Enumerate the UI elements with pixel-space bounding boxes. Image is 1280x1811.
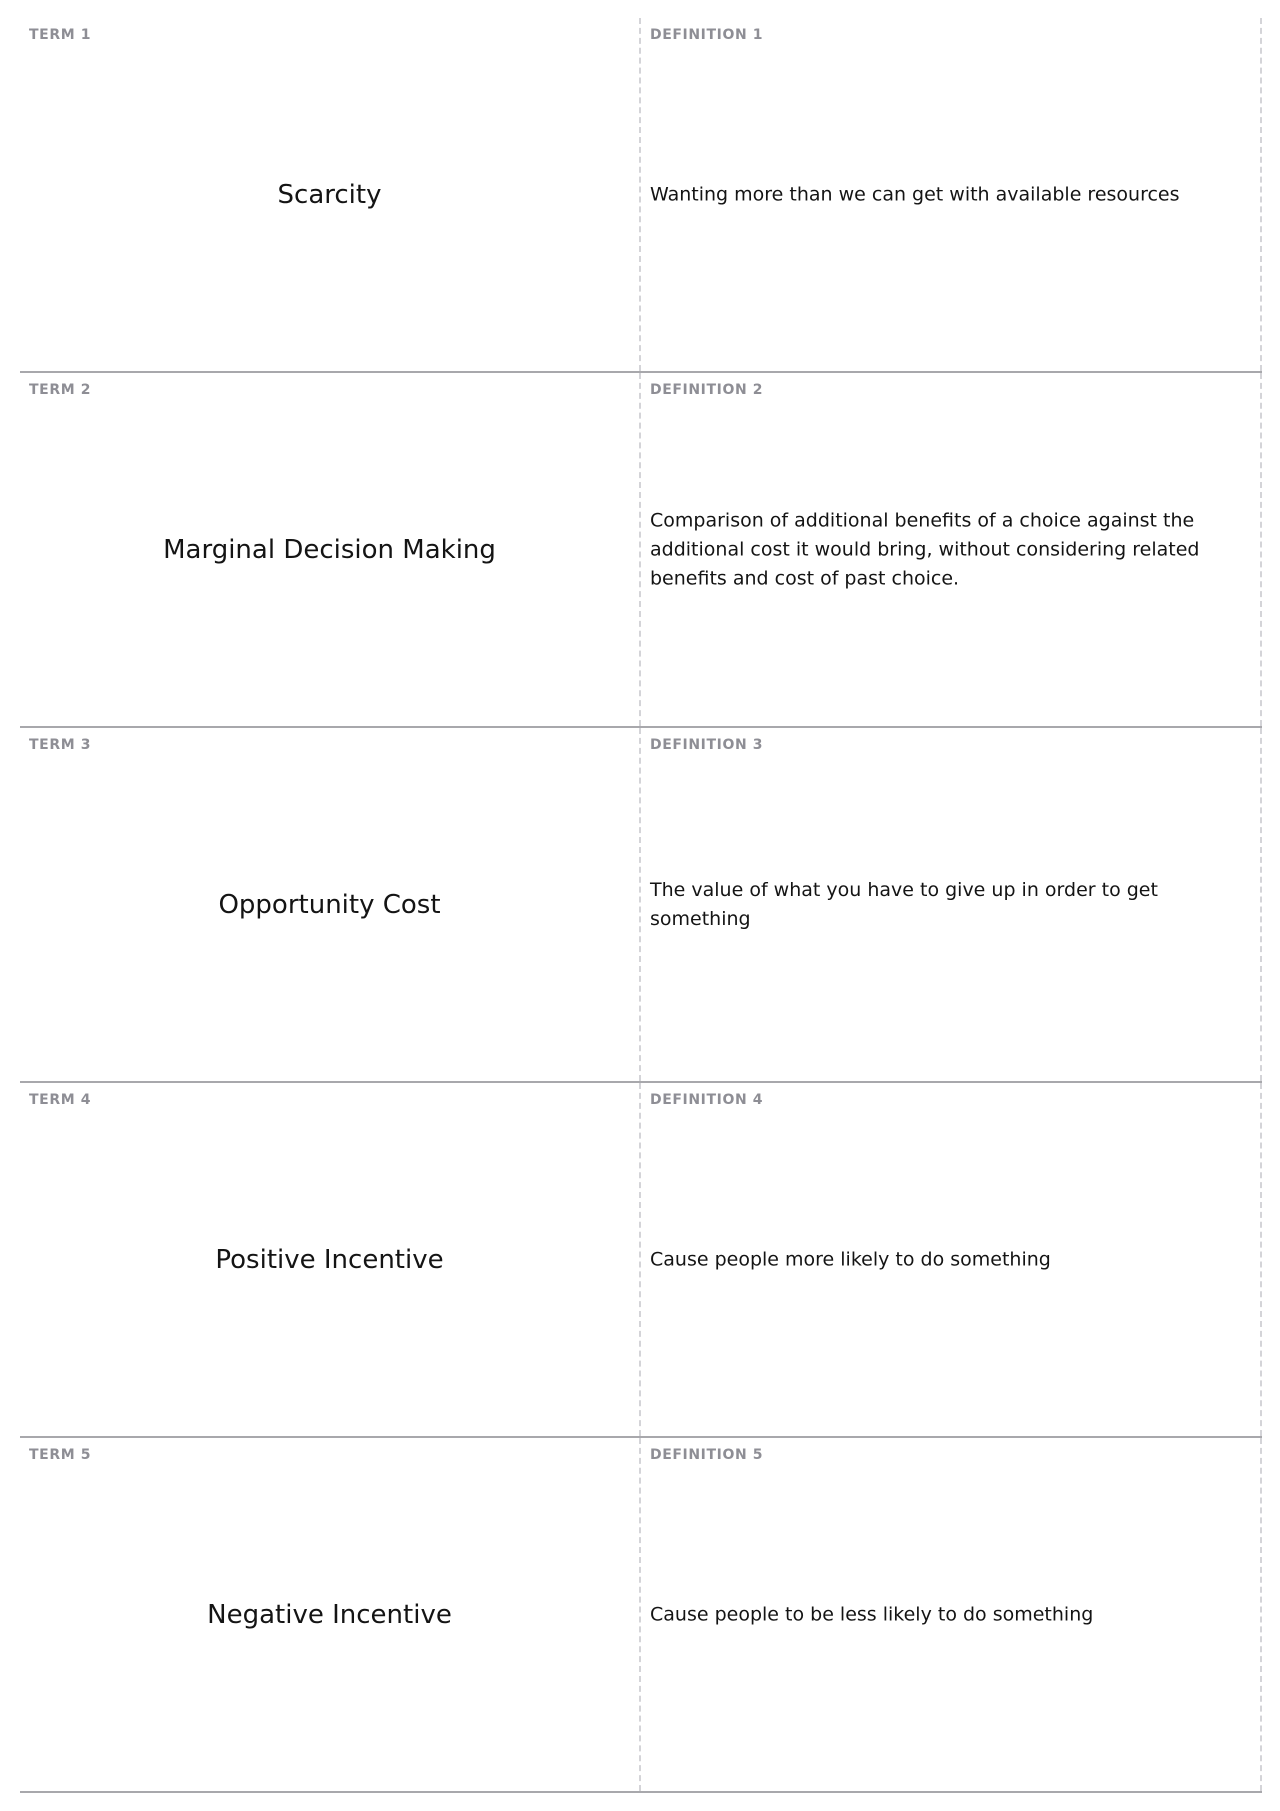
term-cell xyxy=(20,728,641,1081)
definition-cell xyxy=(641,18,1262,371)
term-label: TERM 4 xyxy=(29,1092,92,1108)
definition-label: DEFINITION 2 xyxy=(650,382,764,398)
term-label: TERM 1 xyxy=(29,27,92,43)
flashcard-row xyxy=(20,18,1262,373)
term-cell xyxy=(20,1083,641,1436)
term-label: TERM 5 xyxy=(29,1447,92,1463)
term-label: TERM 3 xyxy=(29,737,92,753)
flashcard-row xyxy=(20,728,1262,1083)
definition-cell xyxy=(641,1438,1262,1791)
definition-text: Cause people more likely to do something xyxy=(650,1248,1051,1270)
definition-label: DEFINITION 1 xyxy=(650,27,764,43)
definition-text: Wanting more than we can get with available resources xyxy=(650,183,1180,205)
definition-label: DEFINITION 4 xyxy=(650,1092,764,1108)
definition-label: DEFINITION 5 xyxy=(650,1447,764,1463)
flashcard-row xyxy=(20,1438,1262,1793)
term-cell xyxy=(20,1438,641,1791)
definition-text: Cause people to be less likely to do something xyxy=(650,1603,1094,1625)
definition-label: DEFINITION 3 xyxy=(650,737,764,753)
term-text: Negative Incentive xyxy=(207,1599,452,1630)
flashcard-row xyxy=(20,1083,1262,1438)
definition-cell xyxy=(641,728,1262,1081)
term-cell xyxy=(20,373,641,726)
term-cell xyxy=(20,18,641,371)
definition-cell xyxy=(641,1083,1262,1436)
definition-cell xyxy=(641,373,1262,726)
definition-text: Comparison of additional benefits of a choice against the additional cost it would bring, without considering related benefits and cost of past choice. xyxy=(650,509,1200,589)
term-text: Opportunity Cost xyxy=(218,889,441,920)
flashcard-sheet xyxy=(20,18,1262,1793)
definition-text: The value of what you have to give up in order to get something xyxy=(650,878,1158,930)
term-text: Marginal Decision Making xyxy=(163,534,496,565)
term-label: TERM 2 xyxy=(29,382,92,398)
flashcard-row xyxy=(20,373,1262,728)
term-text: Positive Incentive xyxy=(215,1244,444,1275)
term-text: Scarcity xyxy=(277,179,382,210)
